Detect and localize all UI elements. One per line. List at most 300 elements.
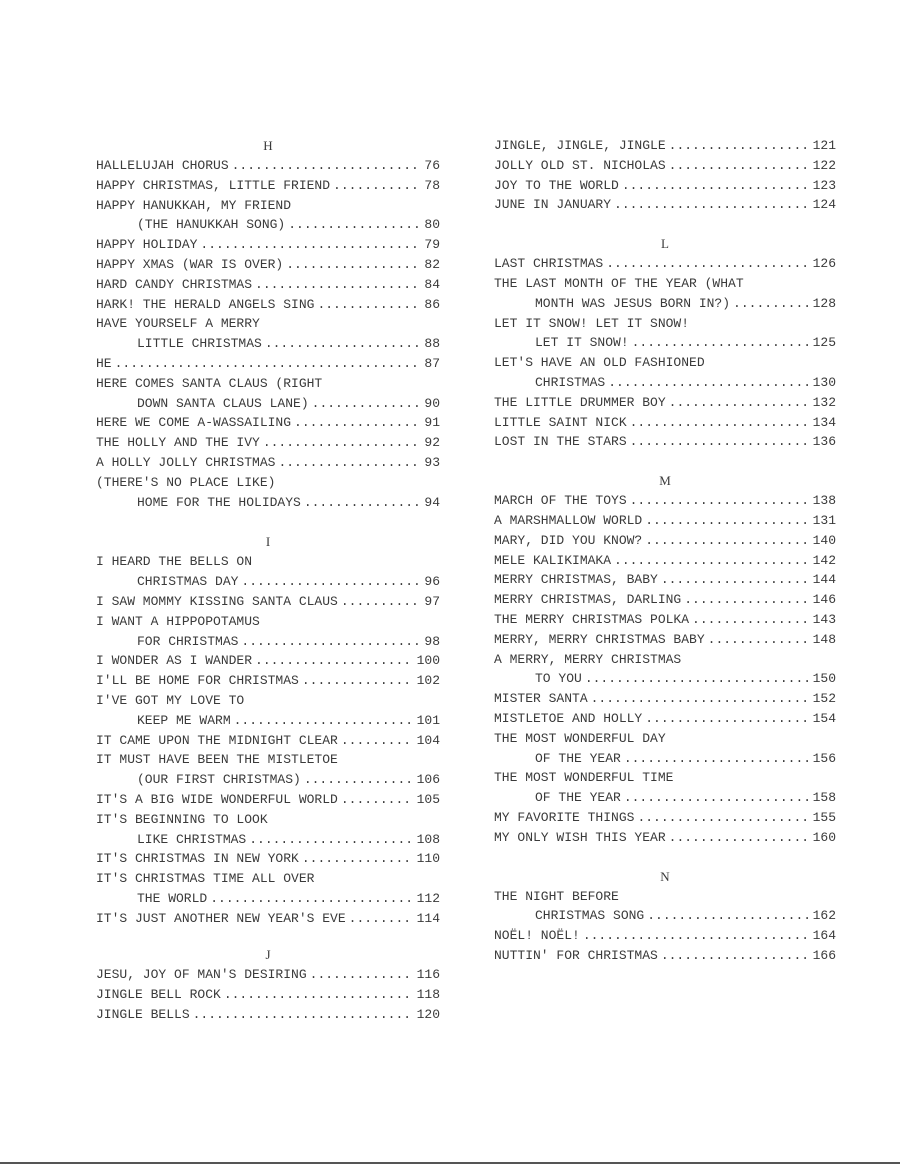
- entry-page-number: 134: [812, 414, 836, 430]
- dot-leader: [341, 731, 414, 751]
- section-gap: [96, 928, 440, 945]
- index-section: [96, 945, 440, 1024]
- entry-page-number: 130: [812, 374, 836, 390]
- entry-line: [96, 965, 440, 985]
- entry-line: [494, 906, 836, 926]
- entry-line: [494, 254, 836, 274]
- index-entry[interactable]: [494, 136, 836, 156]
- dot-leader: [661, 570, 810, 590]
- dot-leader: [622, 176, 810, 196]
- entry-title: HERE WE COME A-WASSAILING: [96, 415, 292, 431]
- entry-line: [96, 711, 440, 731]
- entry-page-number: 146: [812, 592, 836, 608]
- index-entry[interactable]: [96, 235, 440, 255]
- entry-title: MARCH OF THE TOYS: [494, 493, 627, 509]
- entry-line: [494, 689, 836, 709]
- entry-page-number: 123: [812, 177, 836, 193]
- entry-line: [96, 493, 440, 513]
- index-entry[interactable]: [494, 413, 836, 433]
- entry-page-number: 87: [424, 355, 440, 371]
- entry-title: LITTLE SAINT NICK: [494, 414, 627, 430]
- entry-title: JINGLE BELL ROCK: [96, 987, 221, 1003]
- entry-page-number: 121: [812, 138, 836, 153]
- entry-title: IT'S BEGINNING TO LOOK: [96, 811, 268, 827]
- dot-leader: [210, 889, 413, 909]
- entry-line: [96, 671, 440, 691]
- section-letter-heading: N: [660, 868, 670, 884]
- index-entry[interactable]: [494, 274, 836, 314]
- index-entry[interactable]: [494, 946, 836, 966]
- dot-leader: [249, 830, 413, 850]
- entry-line: [494, 353, 836, 373]
- entry-page-number: 152: [812, 691, 836, 707]
- dot-leader: [304, 770, 414, 790]
- dot-leader: [645, 709, 809, 729]
- index-entry[interactable]: [96, 691, 440, 731]
- index-entry[interactable]: [96, 354, 440, 374]
- index-entry[interactable]: [96, 810, 440, 850]
- dot-leader: [684, 590, 809, 610]
- entry-title: THE LAST MONTH OF THE YEAR (WHAT: [494, 275, 744, 291]
- index-entry[interactable]: [494, 630, 836, 650]
- entry-line: [494, 294, 836, 314]
- entry-title: MISTER SANTA: [494, 691, 588, 707]
- entry-page-number: 106: [416, 772, 440, 788]
- entry-page-number: 120: [416, 1007, 440, 1023]
- entry-title: A MERRY, MERRY CHRISTMAS: [494, 651, 682, 667]
- entry-title: TO YOU: [535, 671, 582, 687]
- dot-leader: [310, 965, 414, 985]
- index-entry[interactable]: [494, 156, 836, 176]
- dot-leader: [645, 531, 809, 551]
- entry-line: [494, 195, 836, 215]
- entry-line: [494, 136, 836, 156]
- index-section: [494, 471, 836, 847]
- entry-line: [96, 1005, 440, 1025]
- index-entry[interactable]: [96, 453, 440, 473]
- entry-page-number: 92: [424, 435, 440, 451]
- entry-line: [494, 926, 836, 946]
- entry-line: [494, 413, 836, 433]
- index-entry[interactable]: [96, 255, 440, 275]
- entry-title: CHRISTMAS: [535, 374, 606, 390]
- entry-title: I SAW MOMMY KISSING SANTA CLAUS: [96, 593, 338, 609]
- entry-page-number: 160: [812, 829, 836, 845]
- index-entry[interactable]: [96, 176, 440, 196]
- entry-page-number: 154: [812, 710, 836, 726]
- dot-leader: [241, 572, 421, 592]
- index-entry[interactable]: [96, 156, 440, 176]
- dot-leader: [241, 632, 421, 652]
- entry-line: [96, 810, 440, 830]
- index-entry[interactable]: [494, 531, 836, 551]
- dot-leader: [302, 671, 414, 691]
- index-entry[interactable]: [494, 768, 836, 808]
- index-entry[interactable]: [96, 909, 440, 929]
- dot-leader: [669, 393, 810, 413]
- entry-title: DOWN SANTA CLAUS LANE): [137, 395, 309, 411]
- index-entry[interactable]: [96, 651, 440, 671]
- entry-page-number: 144: [812, 572, 836, 588]
- dot-leader: [341, 592, 422, 612]
- entry-title: MY FAVORITE THINGS: [494, 809, 635, 825]
- dot-leader: [630, 491, 810, 511]
- entry-line: [494, 551, 836, 571]
- dot-leader: [669, 136, 810, 156]
- entry-line: [494, 333, 836, 353]
- entry-title: IT'S CHRISTMAS TIME ALL OVER: [96, 871, 315, 887]
- dot-leader: [255, 275, 421, 295]
- entry-line: [96, 889, 440, 909]
- index-section: [96, 136, 440, 512]
- entry-line: [96, 750, 440, 770]
- entry-page-number: 112: [416, 890, 440, 906]
- entry-page-number: 82: [424, 256, 440, 272]
- entry-line: [96, 354, 440, 374]
- entry-page-number: 96: [424, 574, 440, 590]
- entry-line: [96, 731, 440, 751]
- entry-line: [96, 433, 440, 453]
- entry-title: I'VE GOT MY LOVE TO: [96, 692, 245, 708]
- index-entry[interactable]: [494, 887, 836, 927]
- entry-line: [96, 691, 440, 711]
- dot-leader: [349, 909, 414, 929]
- index-entry[interactable]: [494, 393, 836, 413]
- entry-page-number: 158: [812, 790, 836, 806]
- dot-leader: [115, 354, 422, 374]
- section-gap: [494, 848, 836, 867]
- dot-leader: [317, 295, 421, 315]
- dot-leader: [312, 394, 422, 414]
- entry-title: HAPPY XMAS (WAR IS OVER): [96, 256, 284, 272]
- entry-line: [494, 669, 836, 689]
- entry-title: THE LITTLE DRUMMER BOY: [494, 394, 666, 410]
- entry-title: MERRY CHRISTMAS, BABY: [494, 572, 658, 588]
- entry-title: MERRY CHRISTMAS, DARLING: [494, 592, 682, 608]
- entry-line: [494, 531, 836, 551]
- entry-line: [494, 828, 836, 848]
- entry-title: OF THE YEAR: [535, 790, 621, 806]
- entry-title: LITTLE CHRISTMAS: [137, 336, 262, 352]
- entry-title: CHRISTMAS DAY: [137, 574, 239, 590]
- entry-line: [494, 788, 836, 808]
- entry-line: [494, 156, 836, 176]
- index-entry[interactable]: [96, 731, 440, 751]
- index-entry[interactable]: [96, 552, 440, 592]
- entry-title: MY ONLY WISH THIS YEAR: [494, 829, 666, 845]
- section-letter-heading: L: [661, 236, 669, 252]
- index-entry[interactable]: [96, 433, 440, 453]
- entry-title: LET IT SNOW! LET IT SNOW!: [494, 315, 690, 331]
- index-entry[interactable]: [494, 176, 836, 196]
- entry-page-number: 166: [812, 947, 836, 963]
- index-entry[interactable]: [96, 790, 440, 810]
- dot-leader: [591, 689, 810, 709]
- entry-line: [494, 729, 836, 749]
- section-letter-heading: H: [263, 138, 273, 153]
- entry-page-number: 131: [812, 512, 836, 528]
- entry-page-number: 114: [416, 910, 440, 926]
- entry-title: I WONDER AS I WANDER: [96, 653, 253, 669]
- entry-title: JOY TO THE WORLD: [494, 177, 619, 193]
- dot-leader: [341, 790, 414, 810]
- index-entry[interactable]: [96, 473, 440, 513]
- dot-leader: [645, 511, 809, 531]
- index-entry[interactable]: [96, 1005, 440, 1025]
- entry-page-number: 110: [416, 851, 440, 867]
- entry-line: [494, 610, 836, 630]
- entry-title: MARY, DID YOU KNOW?: [494, 532, 643, 548]
- entry-title: JINGLE, JINGLE, JINGLE: [494, 138, 666, 153]
- index-entry[interactable]: [494, 551, 836, 571]
- entry-page-number: 86: [424, 296, 440, 312]
- entry-page-number: 102: [416, 673, 440, 689]
- dot-leader: [630, 432, 810, 452]
- entry-page-number: 93: [424, 454, 440, 470]
- index-entry[interactable]: [96, 592, 440, 612]
- entry-line: [96, 632, 440, 652]
- index-entry[interactable]: [494, 314, 836, 354]
- entry-title: MONTH WAS JESUS BORN IN?): [535, 295, 731, 311]
- entry-page-number: 80: [424, 217, 440, 233]
- index-section: [494, 234, 836, 452]
- entry-page-number: 116: [416, 967, 440, 983]
- entry-title: JUNE IN JANUARY: [494, 197, 612, 213]
- entry-line: [494, 808, 836, 828]
- index-entry[interactable]: [494, 491, 836, 511]
- index-entry[interactable]: [494, 808, 836, 828]
- entry-title: CHRISTMAS SONG: [535, 908, 645, 924]
- section-gap: [494, 452, 836, 471]
- index-section: [494, 136, 836, 215]
- entry-page-number: 125: [812, 335, 836, 351]
- entry-page-number: 140: [812, 532, 836, 548]
- dot-leader: [630, 413, 810, 433]
- index-entry[interactable]: [494, 610, 836, 630]
- index-entry[interactable]: [494, 432, 836, 452]
- entry-page-number: 84: [424, 276, 440, 292]
- dot-leader: [632, 333, 810, 353]
- index-entry[interactable]: [494, 511, 836, 531]
- entry-line: [96, 255, 440, 275]
- entry-line: [494, 650, 836, 670]
- entry-page-number: 143: [812, 611, 836, 627]
- entry-line: [494, 314, 836, 334]
- entry-line: [494, 768, 836, 788]
- entry-title: IT CAME UPON THE MIDNIGHT CLEAR: [96, 732, 338, 748]
- entry-title: HAVE YOURSELF A MERRY: [96, 316, 260, 332]
- section-letter-heading: I: [265, 534, 271, 550]
- entry-line: [96, 374, 440, 394]
- entry-line: [494, 393, 836, 413]
- entry-page-number: 155: [812, 809, 836, 825]
- entry-page-number: 136: [812, 434, 836, 450]
- dot-leader: [669, 156, 810, 176]
- index-entry[interactable]: [96, 413, 440, 433]
- index-entry[interactable]: [494, 254, 836, 274]
- dot-leader: [263, 433, 422, 453]
- index-entry[interactable]: [96, 196, 440, 236]
- entry-title: IT MUST HAVE BEEN THE MISTLETOE: [96, 752, 338, 768]
- dot-leader: [608, 373, 809, 393]
- index-section: [494, 867, 836, 966]
- index-entry[interactable]: [96, 671, 440, 691]
- index-entry[interactable]: [494, 926, 836, 946]
- entry-title: HOME FOR THE HOLIDAYS: [137, 494, 301, 510]
- entry-page-number: 97: [424, 593, 440, 609]
- entry-title: IT'S A BIG WIDE WONDERFUL WORLD: [96, 791, 338, 807]
- dot-leader: [733, 294, 810, 314]
- entry-title: MISTLETOE AND HOLLY: [494, 710, 643, 726]
- entry-title: HAPPY CHRISTMAS, LITTLE FRIEND: [96, 177, 331, 193]
- dot-leader: [265, 334, 422, 354]
- index-column-right: [494, 136, 836, 966]
- entry-title: IT'S CHRISTMAS IN NEW YORK: [96, 851, 299, 867]
- index-column-left: [96, 136, 440, 1025]
- entry-line: [494, 432, 836, 452]
- entry-line: [494, 946, 836, 966]
- entry-title: HAPPY HANUKKAH, MY FRIEND: [96, 197, 292, 213]
- index-entry[interactable]: [494, 689, 836, 709]
- index-entry[interactable]: [494, 570, 836, 590]
- index-entry[interactable]: [96, 985, 440, 1005]
- entry-line: [96, 394, 440, 414]
- entry-line: [96, 572, 440, 592]
- entry-line: [494, 630, 836, 650]
- index-entry[interactable]: [96, 612, 440, 652]
- entry-line: [494, 709, 836, 729]
- entry-line: [494, 887, 836, 907]
- entry-line: [96, 334, 440, 354]
- dot-leader: [606, 254, 809, 274]
- entry-title: (OUR FIRST CHRISTMAS): [137, 772, 301, 788]
- index-entry[interactable]: [96, 965, 440, 985]
- entry-page-number: 76: [424, 158, 440, 173]
- section-gap: [96, 512, 440, 532]
- entry-title: HARK! THE HERALD ANGELS SING: [96, 296, 315, 312]
- entry-line: [96, 215, 440, 235]
- dot-leader: [294, 413, 421, 433]
- entry-page-number: 162: [812, 908, 836, 924]
- entry-page-number: 132: [812, 394, 836, 410]
- entry-page-number: 101: [416, 712, 440, 728]
- entry-page-number: 108: [416, 831, 440, 847]
- index-entry[interactable]: [494, 590, 836, 610]
- entry-title: LET IT SNOW!: [535, 335, 629, 351]
- index-entry[interactable]: [96, 275, 440, 295]
- section-letter-heading: J: [265, 947, 271, 963]
- entry-line: [96, 869, 440, 889]
- index-entry[interactable]: [96, 849, 440, 869]
- dot-leader: [255, 651, 414, 671]
- entry-title: I WANT A HIPPOPOTAMUS: [96, 613, 260, 629]
- entry-page-number: 124: [812, 197, 836, 213]
- entry-title: I HEARD THE BELLS ON: [96, 554, 253, 570]
- entry-page-number: 118: [416, 987, 440, 1003]
- entry-line: [96, 612, 440, 632]
- entry-line: [96, 592, 440, 612]
- index-entry[interactable]: [96, 869, 440, 909]
- entry-line: [96, 295, 440, 315]
- index-entry[interactable]: [96, 750, 440, 790]
- entry-page-number: 91: [424, 415, 440, 431]
- dot-leader: [232, 156, 422, 176]
- dot-leader: [669, 828, 810, 848]
- entry-title: THE WORLD: [137, 890, 208, 906]
- entry-title: THE MOST WONDERFUL DAY: [494, 730, 666, 746]
- entry-line: [494, 590, 836, 610]
- index-entry[interactable]: [96, 314, 440, 354]
- entry-line: [96, 985, 440, 1005]
- index-entry[interactable]: [494, 353, 836, 393]
- entry-page-number: 122: [812, 157, 836, 173]
- entry-line: [96, 196, 440, 216]
- entry-line: [494, 491, 836, 511]
- entry-line: [96, 830, 440, 850]
- entry-page-number: 142: [812, 552, 836, 568]
- index-entry[interactable]: [494, 729, 836, 769]
- entry-title: HE: [96, 355, 112, 371]
- index-entry[interactable]: [494, 709, 836, 729]
- dot-leader: [304, 493, 422, 513]
- dot-leader: [637, 808, 809, 828]
- entry-page-number: 94: [424, 494, 440, 510]
- entry-title: THE NIGHT BEFORE: [494, 888, 619, 904]
- entry-title: HALLELUJAH CHORUS: [96, 158, 229, 173]
- entry-line: [96, 849, 440, 869]
- index-entry[interactable]: [494, 650, 836, 690]
- dot-leader: [234, 711, 414, 731]
- index-entry[interactable]: [96, 374, 440, 414]
- dot-leader: [585, 669, 810, 689]
- entry-line: [96, 413, 440, 433]
- dot-leader: [193, 1005, 414, 1025]
- index-entry[interactable]: [494, 195, 836, 215]
- entry-line: [96, 770, 440, 790]
- section-gap: [494, 215, 836, 234]
- entry-title: LAST CHRISTMAS: [494, 256, 604, 272]
- entry-page-number: 156: [812, 750, 836, 766]
- index-section: [96, 532, 440, 928]
- entry-title: HERE COMES SANTA CLAUS (RIGHT: [96, 375, 323, 391]
- entry-page-number: 126: [812, 256, 836, 272]
- entry-title: JOLLY OLD ST. NICHOLAS: [494, 157, 666, 173]
- entry-title: HARD CANDY CHRISTMAS: [96, 276, 253, 292]
- entry-page-number: 79: [424, 237, 440, 253]
- entry-page-number: 148: [812, 631, 836, 647]
- dot-leader: [288, 215, 421, 235]
- entry-title: IT'S JUST ANOTHER NEW YEAR'S EVE: [96, 910, 346, 926]
- dot-leader: [302, 849, 414, 869]
- entry-title: (THERE'S NO PLACE LIKE): [96, 474, 276, 490]
- index-entry[interactable]: [96, 295, 440, 315]
- entry-line: [494, 176, 836, 196]
- entry-title: MELE KALIKIMAKA: [494, 552, 612, 568]
- entry-line: [96, 552, 440, 572]
- entry-title: MERRY, MERRY CHRISTMAS BABY: [494, 631, 705, 647]
- entry-line: [494, 373, 836, 393]
- entry-title: NOËL! NOËL!: [494, 928, 580, 944]
- entry-line: [96, 790, 440, 810]
- entry-title: I'LL BE HOME FOR CHRISTMAS: [96, 673, 299, 689]
- entry-title: A MARSHMALLOW WORLD: [494, 512, 643, 528]
- entry-title: A HOLLY JOLLY CHRISTMAS: [96, 454, 276, 470]
- entry-line: [494, 749, 836, 769]
- index-entry[interactable]: [494, 828, 836, 848]
- entry-page-number: 88: [424, 336, 440, 352]
- entry-page-number: 78: [424, 177, 440, 193]
- entry-title: JINGLE BELLS: [96, 1007, 190, 1023]
